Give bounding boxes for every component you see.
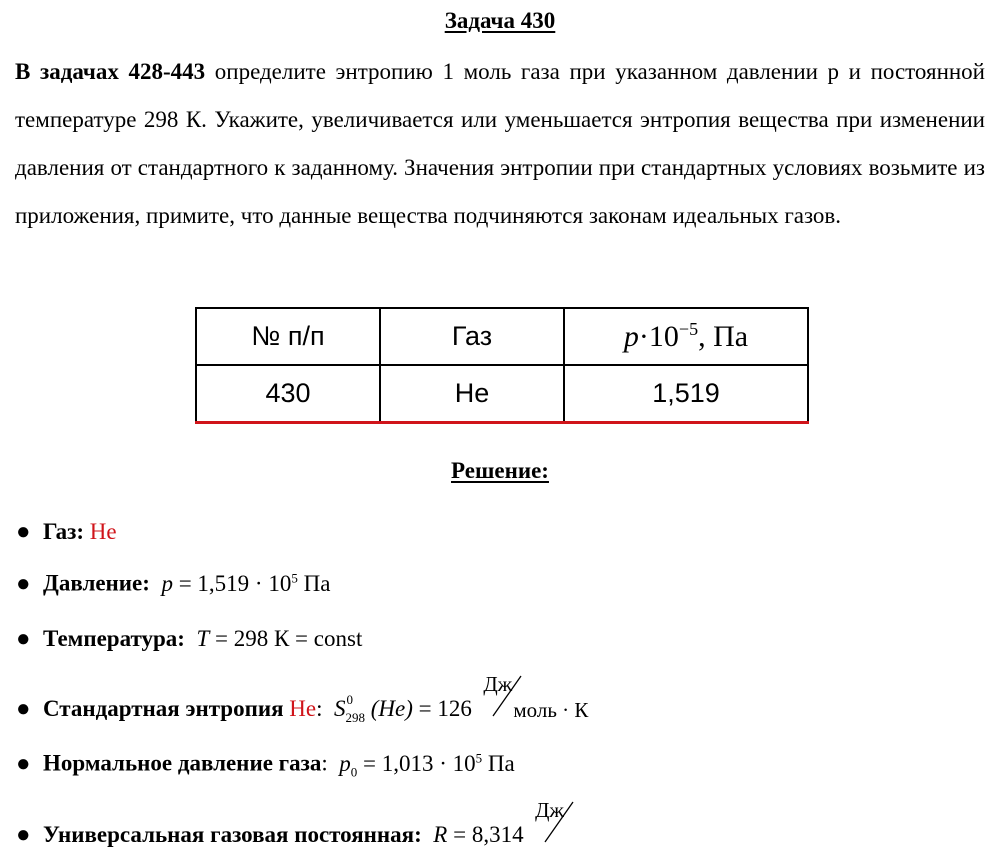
pressure-unit: Па (297, 570, 331, 596)
entropy-label: Стандартная энтропия (43, 696, 290, 721)
header-gas: Газ (380, 308, 564, 365)
temperature-var: T (196, 626, 210, 651)
table-row (196, 365, 808, 423)
gas-constant-label: Универсальная газовая постоянная: (43, 822, 422, 847)
bullet-dot-icon: ● (16, 626, 31, 652)
pressure-label: Давление: (43, 570, 150, 596)
table-header-row (196, 308, 808, 365)
bullet-dot-icon: ● (16, 519, 31, 545)
bullet-gas (16, 519, 117, 546)
header-p-unit: , Па (698, 320, 749, 353)
normal-pressure-exp: 5 (475, 750, 483, 765)
cell-num: 430 (196, 365, 380, 423)
entropy-unit-num: Дж (483, 672, 513, 696)
entropy-sup: 0 (346, 692, 353, 707)
normal-pressure-eq: = 1,013 · 10 (357, 750, 476, 776)
entropy-gas: He (289, 696, 317, 721)
problem-statement (15, 48, 985, 240)
header-num: № п/п (196, 308, 380, 365)
normal-pressure-unit: Па (482, 750, 515, 776)
entropy-eq: = 126 (412, 696, 472, 721)
statement-lead: В задачах 428-443 (15, 59, 206, 84)
gas-label: Газ: (43, 519, 85, 544)
entropy-sub: 298 (345, 710, 365, 725)
pressure-eq: = 1,519 · 10 (172, 570, 292, 596)
gas-value: He (89, 519, 117, 544)
entropy-formula (333, 672, 601, 725)
normal-pressure-var: p (339, 750, 351, 776)
entropy-S: S (333, 696, 346, 721)
temperature-label: Температура: (43, 626, 185, 651)
entropy-indices (345, 692, 365, 725)
solution-title: Решение: (451, 458, 549, 483)
statement-text: определите энтропию 1 моль газа при указанном давлении р и постоянной температуре 298 К. Укажите, увеличивается или уменьшается энтропия вещества при изменении давления от стандартного к заданному. Значения энтропии при стандартных условиях возьмите из приложения, примите, что данные вещества подчиняются законам идеальных газов. (15, 59, 985, 228)
gas-constant-formula (433, 798, 653, 847)
problem-title: Задача 430 (444, 8, 556, 33)
bullet-dot-icon: ● (16, 750, 31, 777)
gas-constant-unit (535, 798, 653, 852)
entropy-unit (483, 672, 601, 726)
bullet-pressure (16, 570, 330, 598)
header-p-mult: ·10 (638, 320, 679, 353)
fraction-slash-icon (539, 798, 579, 846)
header-p-var: p (623, 320, 639, 353)
normal-pressure-formula (339, 750, 515, 780)
gas-constant-var: R (433, 822, 448, 847)
bullet-dot-icon: ● (16, 570, 31, 597)
entropy-arg: (He) (370, 696, 413, 721)
bullet-gas-constant (16, 798, 653, 852)
entropy-colon: : (316, 696, 323, 721)
gas-constant-unit-num: Дж (535, 798, 564, 822)
bullet-temperature (16, 626, 362, 653)
pressure-formula (161, 571, 330, 596)
temperature-text: = 298 К = const (209, 626, 363, 651)
cell-pressure: 1,519 (564, 365, 808, 423)
header-pressure (564, 308, 808, 365)
parameters-table (195, 307, 809, 424)
bullet-dot-icon: ● (16, 822, 31, 848)
cell-gas: He (380, 365, 564, 423)
bullet-entropy (16, 672, 601, 726)
pressure-exp: 5 (291, 570, 298, 585)
header-p-exp: −5 (678, 319, 699, 339)
temperature-formula (196, 626, 362, 651)
bullet-dot-icon: ● (16, 696, 31, 722)
gas-constant-eq: = 8,314 (447, 822, 524, 847)
pressure-var: p (161, 570, 173, 596)
entropy-unit-den: моль · К (513, 698, 589, 722)
normal-pressure-sub: 0 (350, 764, 358, 780)
normal-pressure-label: Нормальное давление газа (43, 750, 322, 776)
bullet-normal-pressure (16, 750, 515, 780)
normal-pressure-colon: : (321, 750, 328, 776)
